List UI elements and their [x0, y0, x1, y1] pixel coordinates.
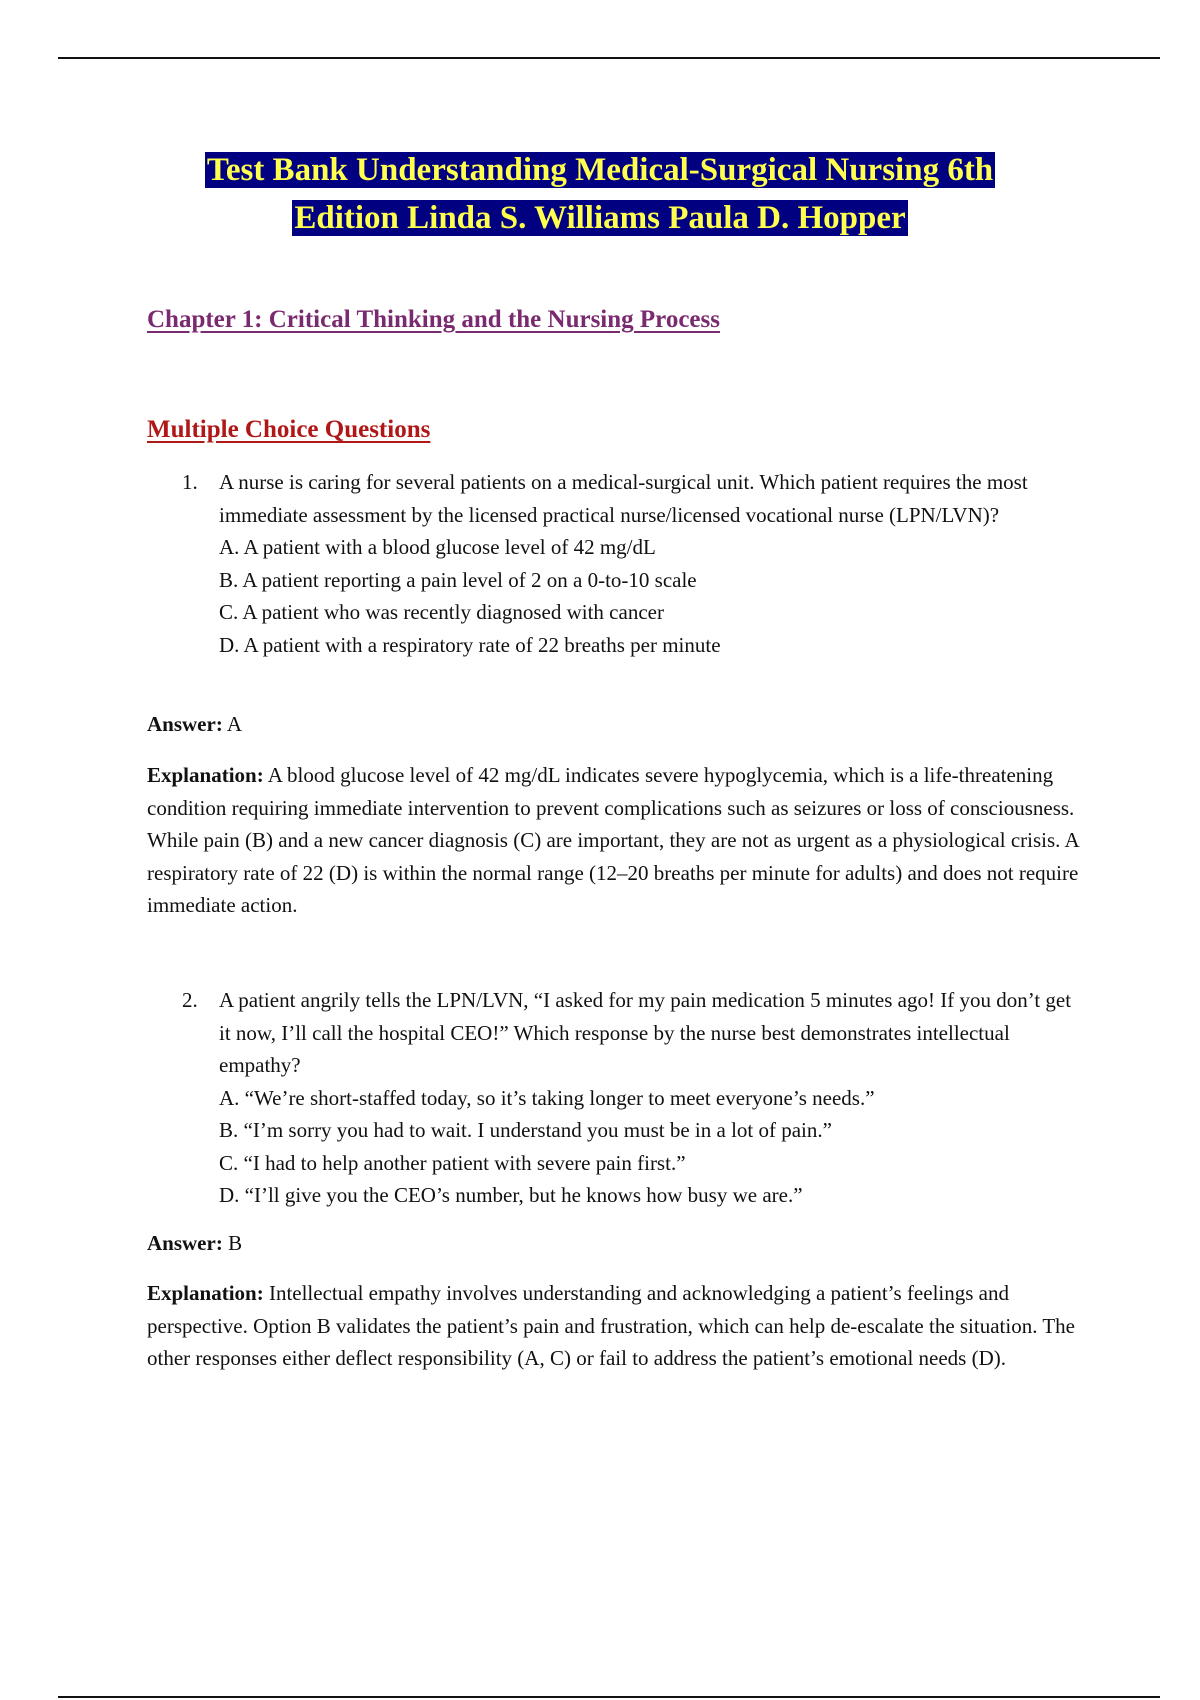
question-number: 1.	[182, 470, 198, 494]
question-1	[182, 466, 1087, 661]
option-b: B. A patient reporting a pain level of 2 on a 0-to-10 scale	[219, 567, 697, 592]
answer-value: B	[228, 1231, 243, 1255]
option-c: C. “I had to help another patient with severe pain first.”	[219, 1150, 686, 1175]
question-2	[182, 984, 1087, 1212]
option-c: C. A patient who was recently diagnosed with cancer	[219, 600, 664, 624]
explanation-text: Intellectual empathy involves understanding and acknowledging a patient’s feelings and perspective. Option B validates the patient’s pain and frustration, which can help de-escalate the situation. The other responses either deflect responsibility (A, C) or fail to address the patient’s emotional needs (D).	[147, 1281, 1075, 1370]
answer-label: Answer:	[147, 712, 223, 736]
document-title	[0, 146, 1200, 242]
answer-1	[147, 708, 1092, 741]
explanation-1	[147, 759, 1092, 922]
explanation-text: A blood glucose level of 42 mg/dL indicates severe hypoglycemia, which is a life-threatening condition requiring immediate intervention to prevent complications such as seizures or loss of consciousness. While pain (B) and a new cancer diagnosis (C) are important, they are not as urgent as a physiological crisis. A respiratory rate of 22 (D) is within the normal range (12–20 breaths per minute for adults) and does not require immediate action.	[147, 763, 1079, 917]
section-heading: Multiple Choice Questions	[147, 416, 431, 443]
question-stem: A patient angrily tells the LPN/LVN, “I asked for my pain medication 5 minutes ago! If you don’t get it now, I’ll call the hospital CEO!” Which response by the nurse best demonstrates intellectual empathy?	[219, 988, 1072, 1077]
title-line-2: Edition Linda S. Williams Paula D. Hopper	[294, 200, 906, 236]
option-d: D. “I’ll give you the CEO’s number, but he knows how busy we are.”	[219, 1183, 803, 1207]
answer-label: Answer:	[147, 1231, 223, 1255]
option-a: A. A patient with a blood glucose level of 42 mg/dL	[219, 535, 656, 559]
chapter-heading: Chapter 1: Critical Thinking and the Nursing Process	[147, 306, 720, 333]
question-stem: A nurse is caring for several patients on a medical-surgical unit. Which patient requires the most immediate assessment by the licensed practical nurse/licensed vocational nurse (LPN/LVN)?	[219, 470, 1028, 527]
title-line-1: Test Bank Understanding Medical-Surgical Nursing 6th	[206, 152, 994, 188]
explanation-2	[147, 1277, 1092, 1375]
answer-value: A	[226, 712, 243, 736]
explanation-label: Explanation:	[147, 763, 264, 787]
option-a: A. “We’re short-staffed today, so it’s taking longer to meet everyone’s needs.”	[219, 1085, 875, 1110]
answer-2	[147, 1227, 1092, 1260]
bottom-rule	[58, 1696, 1160, 1698]
top-rule	[58, 57, 1160, 59]
question-number: 2.	[182, 988, 198, 1012]
option-b: B. “I’m sorry you had to wait. I understand you must be in a lot of pain.”	[219, 1118, 832, 1142]
option-d: D. A patient with a respiratory rate of 22 breaths per minute	[219, 632, 721, 657]
explanation-label: Explanation:	[147, 1281, 264, 1305]
